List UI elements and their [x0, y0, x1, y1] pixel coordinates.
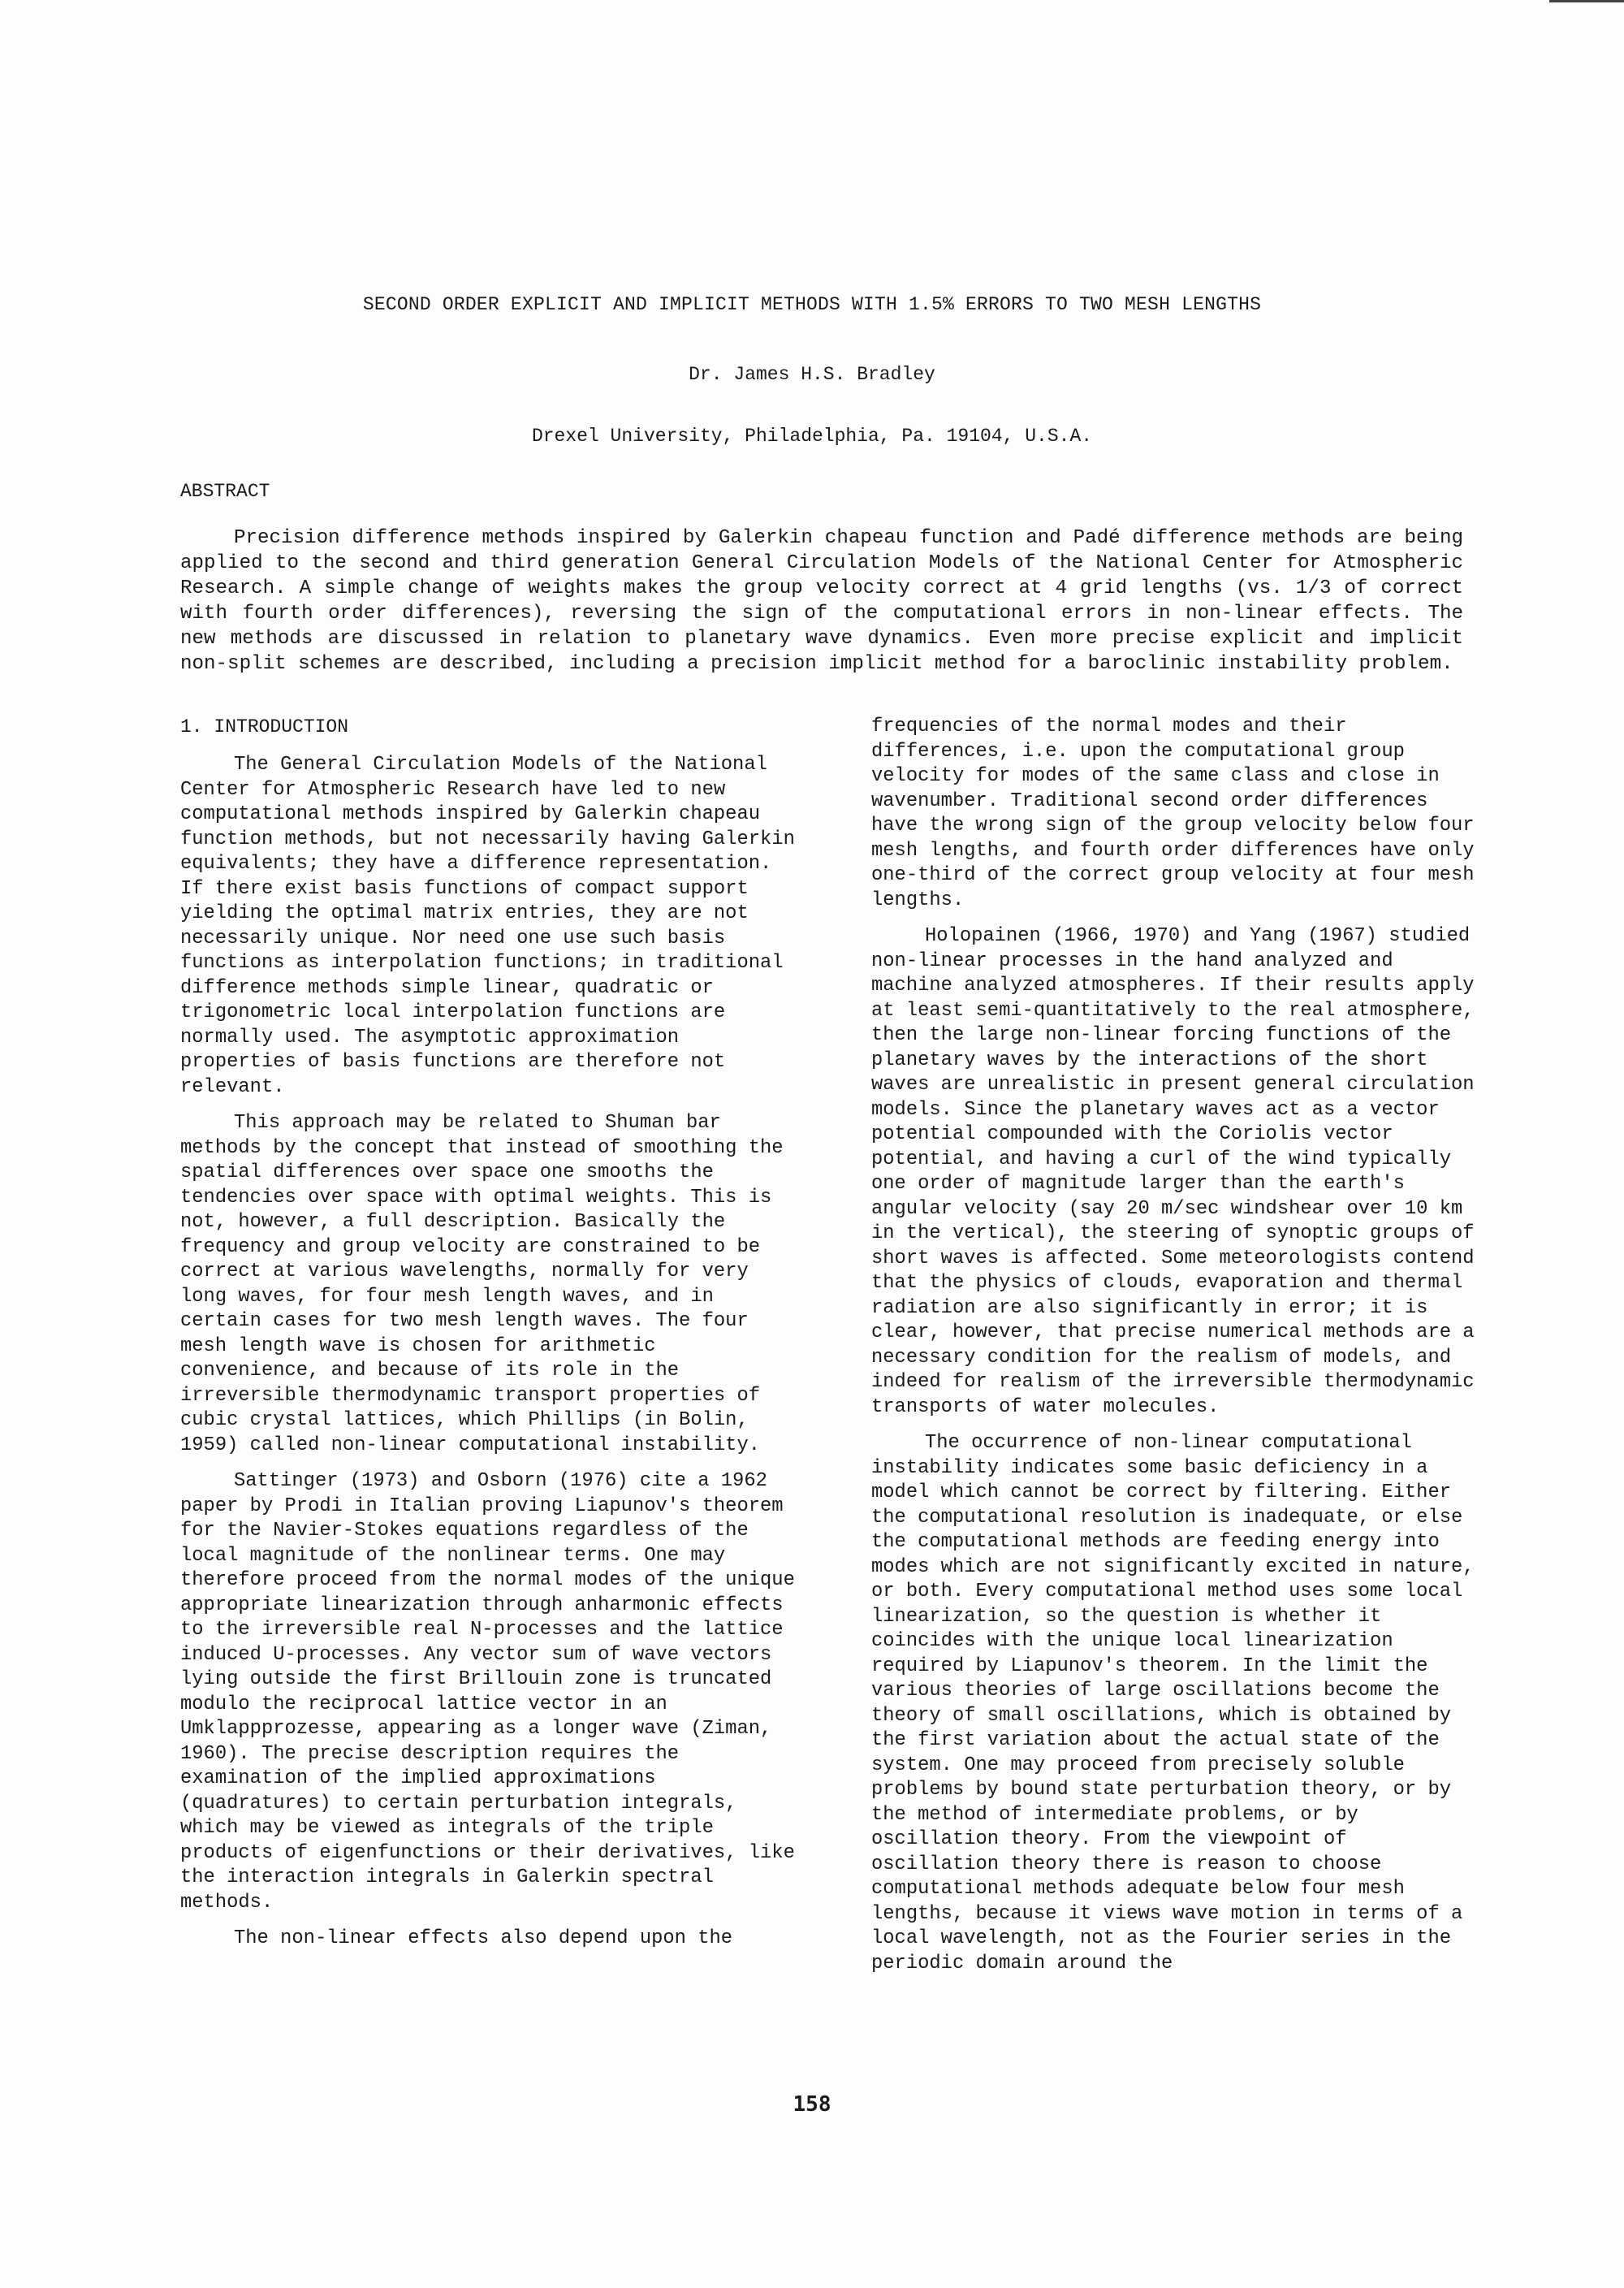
- intro-paragraph-1: The General Circulation Models of the National Center for Atmospheric Research have led to new computational methods inspired by Galerkin chapeau function methods, but not necessarily having Galerkin equivalents; they have a difference representation. If there exist basis functions of compact support yielding the optimal matrix entries, they are not necessarily unique. Nor need one use such basis functions as interpolation functions; in traditional difference methods simple linear, quadratic or trigonometric local interpolation functions are normally used. The asymptotic approximation properties of basis functions are therefore not relevant.: [180, 754, 795, 1098]
- abstract-heading: ABSTRACT: [180, 481, 270, 502]
- right-paragraph-3: The occurrence of non-linear computational instability indicates some basic deficiency in a model which cannot be correct by filtering. Either the computational resolution is inadequate, or else the computational methods are feeding energy into modes which are not significantly excited in nature, or both. Every computational method uses some local linearization, so the question is whether it coincides with the unique local linearization required by Liapunov's theorem. In the limit the various theories of large oscillations become the theory of small oscillations, which is obtained by the first variation about the actual state of the system. One may proceed from precisely soluble problems by bound state perturbation theory, or by the method of intermediate problems, or by oscillation theory. From the viewpoint of oscillation theory there is reason to choose computational methods adequate below four mesh lengths, because it views wave motion in terms of a local wavelength, not as the Fourier series in the periodic domain around the: [871, 1432, 1475, 1974]
- abstract-body: Precision difference methods inspired by Galerkin chapeau function and Padé difference methods are being applied to the second and third generation General Circulation Models of the National Center for Atmospheric Research. A simple change of weights makes the group velocity correct at 4 grid lengths (vs. 1/3 of correct with fourth order differences), reversing the sign of the computational errors in non-linear effects. The new methods are discussed in relation to planetary wave dynamics. Even more precise explicit and implicit non-split schemes are described, including a precision implicit method for a baroclinic instability problem.: [180, 527, 1463, 675]
- author-name: Dr. James H.S. Bradley: [689, 364, 935, 385]
- page-number: 158: [793, 2092, 831, 2117]
- intro-paragraph-4: The non-linear effects also depend upon the: [234, 1927, 733, 1949]
- right-paragraph-1: frequencies of the normal modes and their differences, i.e. upon the computational group velocity for modes of the same class and close in wavenumber. Traditional second order differences have the wrong sign of the group velocity below four mesh lengths, and fourth order differences have only one-third of the correct group velocity at four mesh lengths.: [871, 716, 1475, 911]
- top-edge-rule: [1549, 0, 1624, 2]
- section-heading-introduction: 1. INTRODUCTION: [180, 716, 349, 737]
- intro-paragraph-3: Sattinger (1973) and Osborn (1976) cite a 1962 paper by Prodi in Italian proving Liapunov's theorem for the Navier-Stokes equations regardless of the local magnitude of the nonlinear terms. One may therefore proceed from the normal modes of the unique appropriate linearization through anharmonic effects to the irreversible real N-processes and the lattice induced U-processes. Any vector sum of wave vectors lying outside the first Brillouin zone is truncated modulo the reciprocal lattice vector in an Umklappprozesse, appearing as a longer wave (Ziman, 1960). The precise description requires the examination of the implied approximations (quadratures) to certain perturbation integrals, which may be viewed as integrals of the triple products of eigenfunctions or their derivatives, like the interaction integrals in Galerkin spectral methods.: [180, 1470, 795, 1914]
- left-column: [180, 715, 806, 1963]
- right-column: [871, 715, 1482, 1987]
- right-paragraph-2: Holopainen (1966, 1970) and Yang (1967) studied non-linear processes in the hand analyzed and machine analyzed atmospheres. If their results apply at least semi-quantitatively to the real atmosphere, then the large non-linear forcing functions of the planetary waves by the interactions of the short waves are unrealistic in present general circulation models. Since the planetary waves act as a vector potential compounded with the Coriolis vector potential, and having a curl of the wind typically one order of magnitude larger than the earth's angular velocity (say 20 m/sec windshear over 10 km in the vertical), the steering of synoptic groups of short waves is affected. Some meteorologists contend that the physics of clouds, evaporation and thermal radiation are also significantly in error; it is clear, however, that precise numerical methods are a necessary condition for the realism of models, and indeed for realism of the irreversible thermodynamic transports of water molecules.: [871, 925, 1475, 1418]
- paper-title: SECOND ORDER EXPLICIT AND IMPLICIT METHODS WITH 1.5% ERRORS TO TWO MESH LENGTHS: [362, 294, 1262, 315]
- intro-paragraph-2: This approach may be related to Shuman bar methods by the concept that instead of smoothing the spatial differences over space one smooths the tendencies over space with optimal weights. This is not, however, a full description. Basically the frequency and group velocity are constrained to be correct at various wavelengths, normally for very long waves, for four mesh length waves, and in certain cases for two mesh length waves. The four mesh length wave is chosen for arithmetic convenience, and because of its role in the irreversible thermodynamic transport properties of cubic crystal lattices, which Phillips (in Bolin, 1959) called non-linear computational instability.: [180, 1112, 784, 1456]
- author-affiliation: Drexel University, Philadelphia, Pa. 19104, U.S.A.: [531, 426, 1093, 447]
